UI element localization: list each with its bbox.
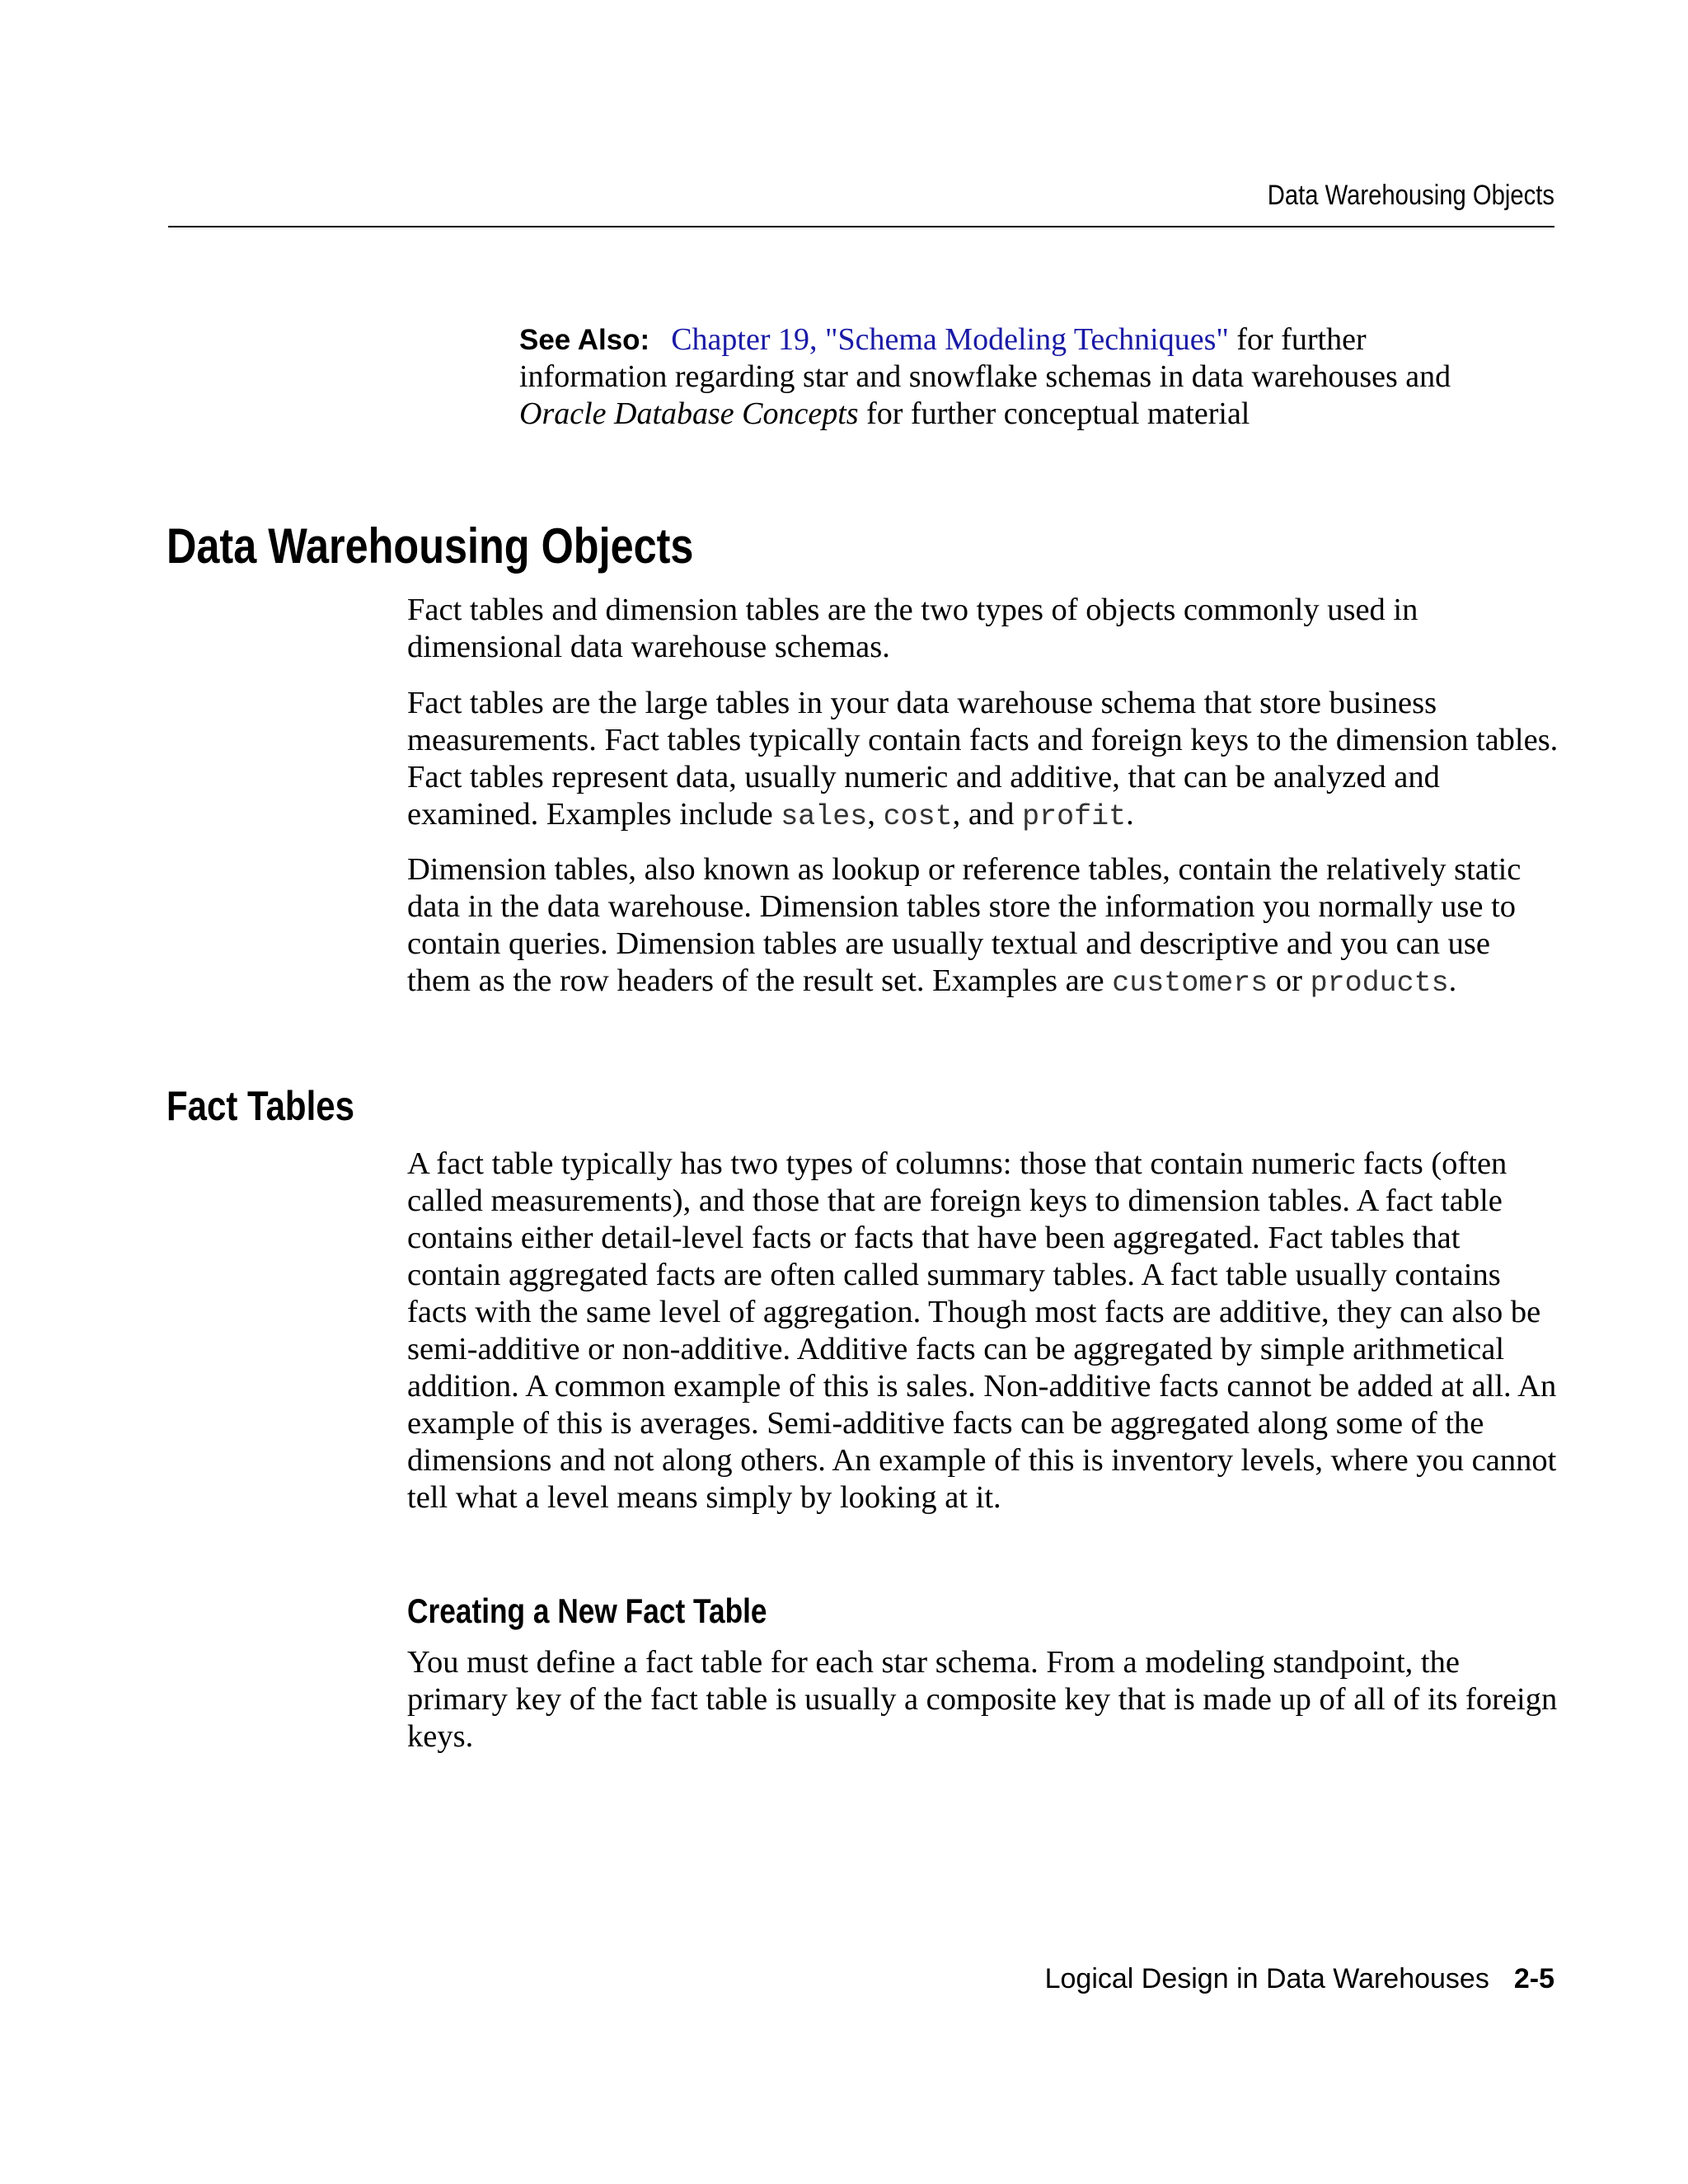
code-profit: profit (1022, 800, 1127, 833)
fact-tables-paragraph: A fact table typically has two types of columns: those that contain numeric facts (often called measurements), and those that are foreign keys to dimension tables. A fact table contains either detail-level facts or facts that have been aggregated. Fact tables that contain aggregated facts are often called summary tables. A fact table usually contains facts with the same level of aggregation. Though most facts are additive, they can also be semi-additive or non-additive. Additive facts can be aggregated by simple arithmetical addition. A common example of this is sales. Non-additive facts cannot be added at all. An example of this is averages. Semi-additive facts can be aggregated along some of the dimensions and not along others. An example of this is inventory levels, where you cannot tell what a level means simply by looking at it. (407, 1146, 1557, 1515)
header-rule (168, 226, 1554, 227)
fact-tables-overview-paragraph (407, 685, 1561, 836)
code-customers: customers (1112, 967, 1268, 1000)
page-footer (1045, 1963, 1554, 1995)
see-also-note (519, 321, 1467, 433)
dimension-tables-paragraph (407, 851, 1561, 1002)
see-also-text-2: for further conceptual material (858, 396, 1250, 431)
separator: , (867, 797, 884, 832)
code-products: products (1310, 967, 1449, 1000)
intro-paragraph: Fact tables and dimension tables are the two types of objects commonly used in dimensional data warehouse schemas. (407, 593, 1418, 664)
code-sales: sales (781, 800, 868, 833)
creating-fact-table-paragraph: You must define a fact table for each star schema. From a modeling standpoint, the primary key of the fact table is usually a composite key that is made up of all of its foreign keys. (407, 1645, 1558, 1754)
paragraph-text: Fact tables are the large tables in your data warehouse schema that store business measurements. Fact tables typically contain facts and foreign keys to the dimension tables. Fact tables represent data, usually numeric and additive, that can be analyzed and examined. Examples include (407, 686, 1559, 832)
footer-title: Logical Design in Data Warehouses (1044, 1963, 1489, 1994)
page-number: 2-5 (1513, 1963, 1554, 1994)
section-title: Data Warehousing Objects (166, 518, 694, 574)
chapter-19-link[interactable]: Chapter 19, "Schema Modeling Techniques" (671, 322, 1229, 357)
creating-fact-table-heading: Creating a New Fact Table (407, 1591, 767, 1630)
separator: , and (952, 797, 1023, 832)
paragraph-text: Dimension tables, also known as lookup or reference tables, contain the relatively static data in the data warehouse. Dimension tables store the information you normally use to contain queries. Dimension tables are usually textual and descriptive and you can use them as the row headers of the result set. Examples are (407, 852, 1522, 998)
code-cost: cost (883, 800, 953, 833)
running-header: Data Warehousing Objects (1267, 180, 1554, 211)
separator: or (1268, 963, 1311, 998)
oracle-concepts-title: Oracle Database Concepts (519, 396, 859, 431)
fact-tables-heading: Fact Tables (166, 1083, 354, 1129)
period: . (1126, 797, 1134, 832)
see-also-label: See Also: (519, 324, 650, 356)
period: . (1448, 963, 1457, 998)
see-also-text-1: for further information regarding star and snowflake schemas in data warehouses and (519, 322, 1451, 394)
